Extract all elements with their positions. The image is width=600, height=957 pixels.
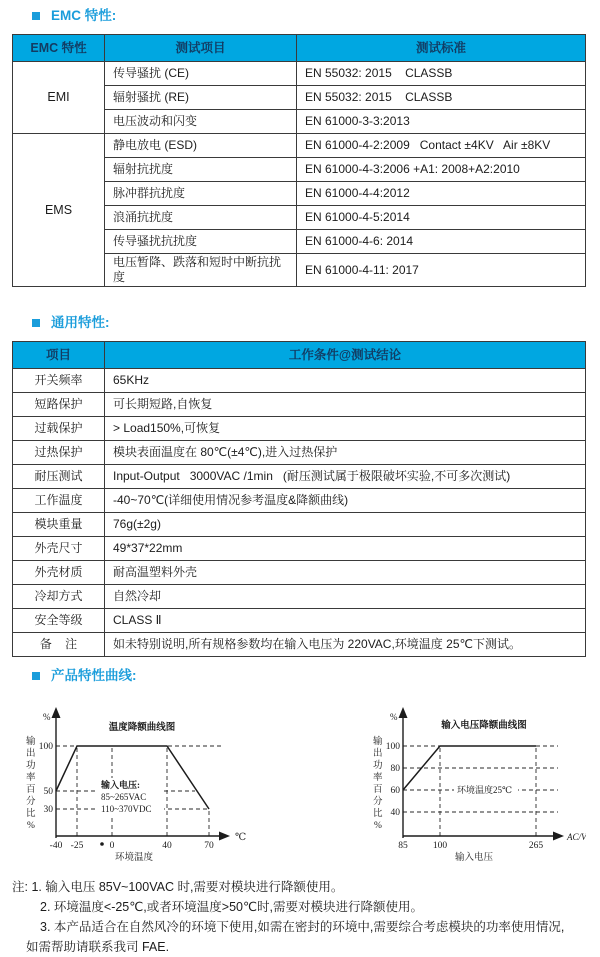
table-cell: Input-Output 3000VAC /1min (耐压测试属于极限破坏实验,不可多次测试) xyxy=(105,465,586,489)
table-cell: 可长期短路,自恢复 xyxy=(105,393,586,417)
emc-group-ems: EMS xyxy=(13,134,105,287)
note-line: 注: 1. 输入电压 85V~100VAC 时,需要对模块进行降额使用。 xyxy=(12,880,344,894)
table-cell: 短路保护 xyxy=(13,393,105,417)
section-title-emc: EMC 特性: xyxy=(51,8,117,23)
table-cell: 49*37*22mm xyxy=(105,537,586,561)
chart-title: 温度降额曲线图 xyxy=(108,723,176,733)
y-tick-labels xyxy=(386,742,401,818)
x-tick-labels xyxy=(50,841,214,851)
general-header-item: 项目 xyxy=(13,342,105,369)
emc-table xyxy=(12,34,586,287)
table-cell: 开关频率 xyxy=(13,369,105,393)
note-line: 2. 环境温度<-25℃,或者环境温度>50℃时,需要对模块进行降额使用。 xyxy=(40,900,423,914)
input-voltage-derating-chart xyxy=(358,686,586,868)
charts-row xyxy=(12,686,588,868)
table-cell: 模块表面温度在 80℃(±4℃),进入过热保护 xyxy=(105,441,586,465)
table-row xyxy=(13,417,586,441)
svg-text:-25: -25 xyxy=(70,841,84,851)
svg-text:70: 70 xyxy=(204,841,214,851)
svg-text:100: 100 xyxy=(38,742,53,752)
table-row xyxy=(13,62,586,86)
y-axis-arrow xyxy=(399,707,408,718)
general-header-condition: 工作条件@测试结论 xyxy=(105,342,586,369)
table-row xyxy=(13,441,586,465)
square-bullet-icon xyxy=(32,12,40,20)
table-cell: 自然冷却 xyxy=(105,585,586,609)
note-line: 3. 本产品适合在自然风冷的环境下使用,如需在密封的环境中,需要综合考虑模块的功率使用情况, xyxy=(40,920,565,934)
svg-text:265: 265 xyxy=(528,841,544,851)
table-cell: 安全等级 xyxy=(13,609,105,633)
table-row xyxy=(13,633,586,657)
table-cell: > Load150%,可恢复 xyxy=(105,417,586,441)
section-title-curves: 产品特性曲线: xyxy=(51,668,137,683)
table-cell: EN 61000-4-11: 2017 xyxy=(297,254,586,287)
section-heading-emc xyxy=(12,8,588,24)
table-cell: EN 61000-4-2:2009 Contact ±4KV Air ±8KV xyxy=(297,134,586,158)
svg-text:100: 100 xyxy=(385,742,400,752)
table-cell: EN 61000-4-5:2014 xyxy=(297,206,586,230)
table-row xyxy=(13,465,586,489)
table-row xyxy=(13,585,586,609)
emc-group-emi: EMI xyxy=(13,62,105,134)
table-cell: 浪涌抗扰度 xyxy=(105,206,297,230)
svg-text:30: 30 xyxy=(43,805,53,815)
table-cell: EN 61000-3-3:2013 xyxy=(297,110,586,134)
dot-mark xyxy=(100,842,104,846)
svg-text:60: 60 xyxy=(390,786,400,796)
svg-text:输入电压:: 输入电压: xyxy=(101,780,140,790)
emc-header-test-item: 测试项目 xyxy=(105,35,297,62)
axes xyxy=(403,716,554,838)
table-cell: -40~70℃(详细使用情况参考温度&降额曲线) xyxy=(105,489,586,513)
svg-text:环境温度25℃: 环境温度25℃ xyxy=(457,785,513,795)
emc-header-standard: 测试标准 xyxy=(297,35,586,62)
temperature-derating-chart xyxy=(14,686,254,868)
svg-text:40: 40 xyxy=(390,808,400,818)
table-cell: EN 55032: 2015 CLASSB xyxy=(297,86,586,110)
svg-text:85: 85 xyxy=(398,841,408,851)
y-axis-arrow xyxy=(52,707,61,718)
x-unit-label: AC/V xyxy=(567,832,586,842)
table-row xyxy=(13,369,586,393)
section-heading-curves xyxy=(12,668,588,684)
svg-text:40: 40 xyxy=(162,841,172,851)
x-unit-label: ℃ xyxy=(235,832,247,843)
table-cell: 静电放电 (ESD) xyxy=(105,134,297,158)
section-title-general: 通用特性: xyxy=(51,315,110,330)
table-cell: 过热保护 xyxy=(13,441,105,465)
table-cell: EN 61000-4-3:2006 +A1: 2008+A2:2010 xyxy=(297,158,586,182)
table-cell: 备 注 xyxy=(13,633,105,657)
table-cell: 辐射抗扰度 xyxy=(105,158,297,182)
square-bullet-icon xyxy=(32,672,40,680)
table-cell: 耐高温塑料外壳 xyxy=(105,561,586,585)
annotation-ambient-temp xyxy=(457,784,512,795)
notes xyxy=(12,877,588,957)
table-row xyxy=(13,513,586,537)
svg-text:110~370VDC: 110~370VDC xyxy=(101,804,152,814)
table-cell: EN 55032: 2015 CLASSB xyxy=(297,62,586,86)
svg-text:85~265VAC: 85~265VAC xyxy=(101,792,147,802)
x-tick-labels xyxy=(398,841,543,851)
chart-title: 输入电压降额曲线图 xyxy=(441,721,527,731)
svg-text:50: 50 xyxy=(43,787,53,797)
svg-text:100: 100 xyxy=(432,841,448,851)
table-row xyxy=(13,561,586,585)
svg-text:0: 0 xyxy=(109,841,115,851)
table-row xyxy=(13,489,586,513)
table-cell: 如未特别说明,所有规格参数均在输入电压为 220VAC,环境温度 25℃下测试。 xyxy=(105,633,586,657)
y-tick-labels xyxy=(39,742,54,815)
table-cell: 传导骚扰 (CE) xyxy=(105,62,297,86)
table-cell: 外壳尺寸 xyxy=(13,537,105,561)
y-unit-label: % xyxy=(43,712,51,722)
table-cell: 76g(±2g) xyxy=(105,513,586,537)
x-axis-arrow xyxy=(219,832,230,841)
table-cell: 脉冲群抗扰度 xyxy=(105,182,297,206)
svg-text:-40: -40 xyxy=(49,841,63,851)
table-cell: 工作温度 xyxy=(13,489,105,513)
table-cell: 65KHz xyxy=(105,369,586,393)
table-cell: EN 61000-4-6: 2014 xyxy=(297,230,586,254)
section-heading-general xyxy=(12,315,588,331)
table-row xyxy=(13,393,586,417)
y-axis-label: 输出功率百分比% xyxy=(373,737,383,831)
table-cell: 辐射骚扰 (RE) xyxy=(105,86,297,110)
x-axis-arrow xyxy=(553,832,564,841)
table-cell: EN 61000-4-4:2012 xyxy=(297,182,586,206)
table-cell: 外壳材质 xyxy=(13,561,105,585)
table-cell: 模块重量 xyxy=(13,513,105,537)
table-cell: 电压波动和闪变 xyxy=(105,110,297,134)
y-axis-label: 输出功率百分比% xyxy=(26,737,36,831)
table-cell: 过载保护 xyxy=(13,417,105,441)
table-cell: CLASS Ⅱ xyxy=(105,609,586,633)
x-axis-label: 环境温度 xyxy=(114,853,154,863)
table-cell: 传导骚扰抗扰度 xyxy=(105,230,297,254)
emc-header-row xyxy=(13,35,586,62)
table-row xyxy=(13,134,586,158)
general-header-row xyxy=(13,342,586,369)
table-row xyxy=(13,537,586,561)
emc-header-feature: EMC 特性 xyxy=(13,35,105,62)
y-unit-label: % xyxy=(390,712,398,722)
table-cell: 冷却方式 xyxy=(13,585,105,609)
x-axis-label: 输入电压 xyxy=(454,853,494,863)
table-cell: 耐压测试 xyxy=(13,465,105,489)
table-cell: 电压暂降、跌落和短时中断抗扰度 xyxy=(105,254,297,287)
axes xyxy=(56,716,220,838)
square-bullet-icon xyxy=(32,319,40,327)
svg-text:80: 80 xyxy=(390,764,400,774)
note-line: 如需帮助请联系我司 FAE. xyxy=(26,940,170,954)
general-table xyxy=(12,341,586,657)
table-row xyxy=(13,609,586,633)
